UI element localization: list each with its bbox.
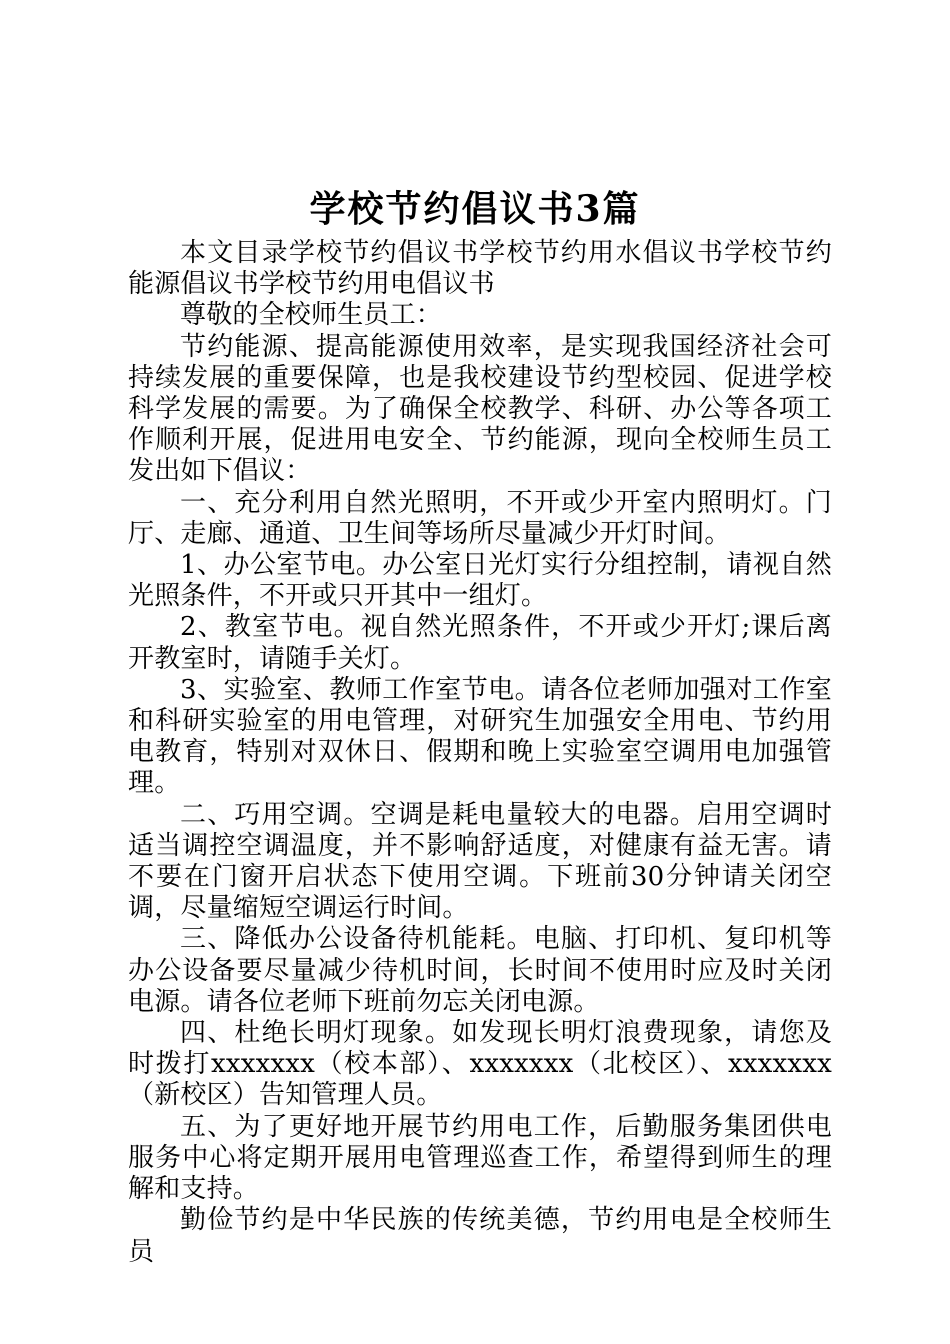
paragraph-point-1-lab: 3、实验室、教师工作室节电。请各位老师加强对工作室和科研实验室的用电管理，对研究生加强安全用电、节约用电教育，特别对双休日、假期和晚上实验室空调用电加强管理。	[128, 674, 832, 799]
paragraph-point-1-office: 1、办公室节电。办公室日光灯实行分组控制，请视自然光照条件，不开或只开其中一组灯。	[128, 550, 832, 612]
paragraph-point-1: 一、充分利用自然光照明，不开或少开室内照明灯。门厅、走廊、通道、卫生间等场所尽量减少开灯时间。	[128, 487, 832, 549]
paragraph-point-4: 四、杜绝长明灯现象。如发现长明灯浪费现象，请您及时拨打xxxxxxx（校本部）、xxxxxxx（北校区）、xxxxxxx（新校区）告知管理人员。	[128, 1018, 832, 1111]
paragraph-salutation: 尊敬的全校师生员工：	[180, 300, 443, 331]
document-title: 学校节约倡议书3篇	[309, 188, 641, 230]
paragraph-point-2: 二、巧用空调。空调是耗电量较大的电器。启用空调时适当调控空调温度，并不影响舒适度，对健康有益无害。请不要在门窗开启状态下使用空调。下班前30分钟请关闭空调，尽量缩短空调运行时间。	[128, 799, 832, 924]
paragraph-closing: 勤俭节约是中华民族的传统美德，节约用电是全校师生员	[128, 1205, 832, 1267]
paragraph-point-3: 三、降低办公设备待机能耗。电脑、打印机、复印机等办公设备要尽量减少待机时间，长时间不使用时应及时关闭电源。请各位老师下班前勿忘关闭电源。	[128, 924, 832, 1017]
document-body	[128, 238, 832, 1268]
paragraph-point-5: 五、为了更好地开展节约用电工作，后勤服务集团供电服务中心将定期开展用电管理巡查工作，希望得到师生的理解和支持。	[128, 1111, 832, 1205]
paragraph-table-of-contents: 本文目录学校节约倡议书学校节约用水倡议书学校节约能源倡议书学校节约用电倡议书	[128, 238, 832, 300]
paragraph-intro: 节约能源、提高能源使用效率，是实现我国经济社会可持续发展的重要保障，也是我校建设节约型校园、促进学校科学发展的需要。为了确保全校教学、科研、办公等各项工作顺利开展，促进用电安全、节约能源，现向全校师生员工发出如下倡议：	[128, 331, 832, 487]
paragraph-point-1-classroom: 2、教室节电。视自然光照条件，不开或少开灯;课后离开教室时，请随手关灯。	[128, 612, 832, 674]
